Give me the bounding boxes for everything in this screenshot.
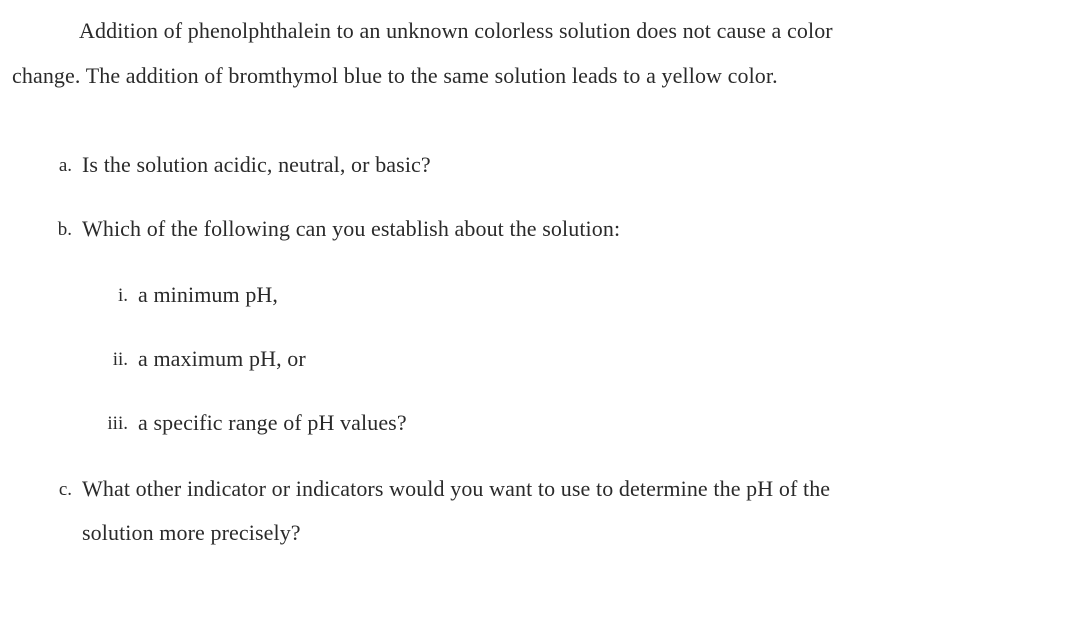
question-a-text: Is the solution acidic, neutral, or basic?: [82, 152, 431, 177]
question-a-marker: a.: [58, 155, 72, 176]
question-b-text: Which of the following can you establish about the solution:: [82, 216, 621, 241]
intro-line-1: Addition of phenolphthalein to an unknown colorless solution does not cause a color: [79, 18, 833, 43]
subitem-i-marker: i.: [117, 285, 128, 306]
subitem-ii-marker: ii.: [112, 349, 128, 370]
question-c-text-line-2: solution more precisely?: [82, 520, 301, 545]
subitem-iii-marker: iii.: [107, 413, 128, 434]
subitem-ii-text: a maximum pH, or: [138, 346, 306, 371]
question-c-text-line-1: What other indicator or indicators would you want to use to determine the pH of the: [82, 476, 831, 501]
subitem-iii-text: a specific range of pH values?: [138, 410, 407, 435]
intro-line-2: change. The addition of bromthymol blue to the same solution leads to a yellow color.: [12, 63, 778, 88]
question-b-marker: b.: [57, 219, 72, 240]
question-c-marker: c.: [58, 479, 72, 500]
subitem-i-text: a minimum pH,: [138, 282, 279, 307]
